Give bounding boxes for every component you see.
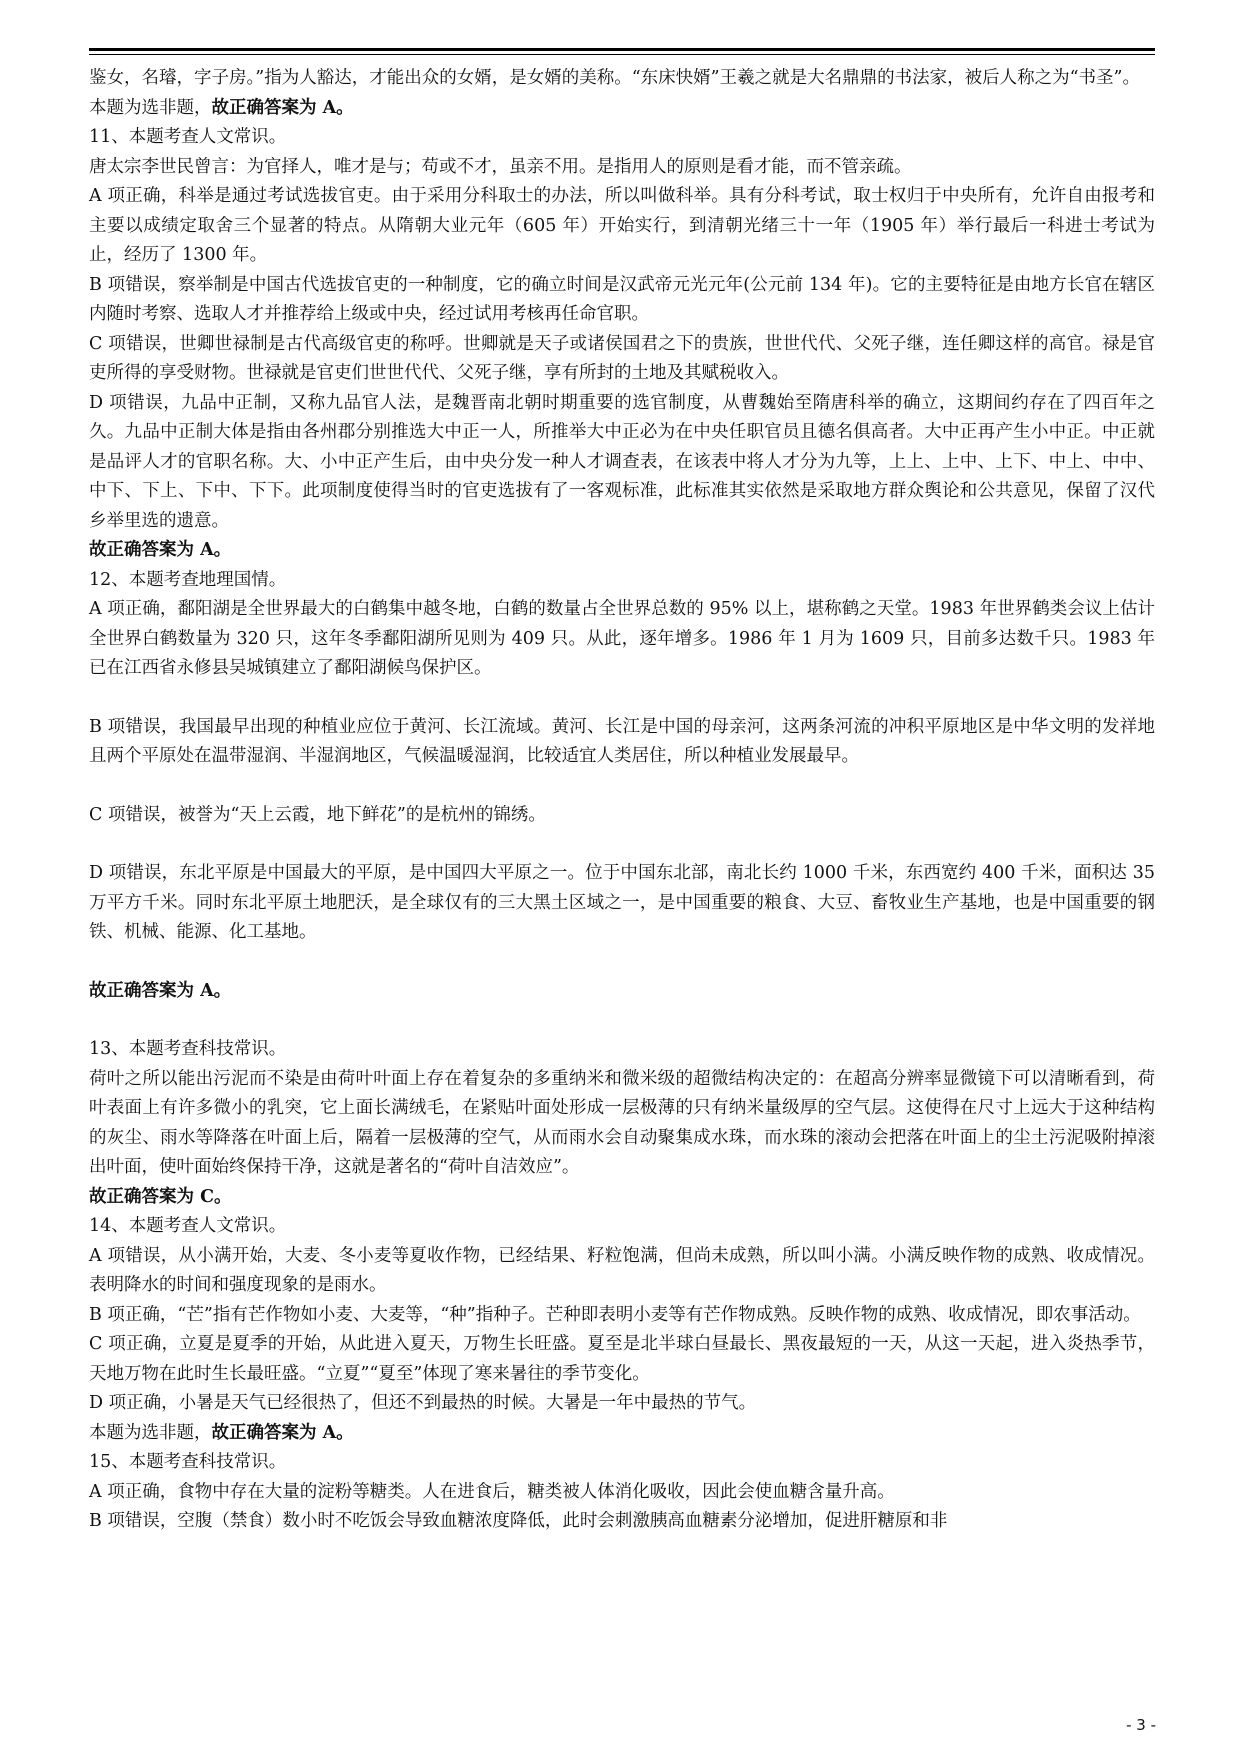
paragraph-text: 本题为选非题， [89, 97, 212, 118]
paragraph-text: C 项错误，世卿世禄制是古代高级官吏的称呼。世卿就是天子或诸侯国君之下的贵族，世世代代、父死子继，连任卿这样的高官。禄是官吏所得的享受财物。世禄就是官吏们世世代代、父死子继，享有所封的土地及其赋税收入。 [89, 333, 1155, 383]
paragraph [89, 389, 1155, 537]
paragraph-text: D 项错误，九品中正制，又称九品官人法，是魏晋南北朝时期重要的选官制度，从曹魏始至隋唐科举的确立，这期间约存在了四百年之久。九品中正制大体是指由各州郡分别推选大中正一人，所推举大中正必为在中央任职官员且德名俱高者。大中正再产生小中正。中正就是品评人才的官职名称。大、小中正产生后，由中央分发一种人才调查表，在该表中将人才分为九等，上上、上中、上下、中上、中中、中下、下上、下中、下下。此项制度使得当时的官吏选拔有了一客观标准，此标准其实依然是采取地方群众舆论和公共意见，保留了汉代乡举里选的遗意。 [89, 392, 1155, 531]
answer-text: 故正确答案为 A。 [89, 540, 232, 560]
paragraph [89, 566, 1155, 596]
paragraph [89, 1448, 1155, 1478]
paragraph-gap [89, 1006, 1155, 1035]
paragraph [89, 1065, 1155, 1183]
paragraph-gap [89, 772, 1155, 801]
paragraph-text: D 项正确，小暑是天气已经很热了，但还不到最热的时候。大暑是一年中最热的节气。 [89, 1393, 757, 1413]
paragraph-text: A 项错误，从小满开始，大麦、冬小麦等夏收作物，已经结果、籽粒饱满，但尚未成熟，所以叫小满。小满反映作物的成熟、收成情况。表明降水的时间和强度现象的是雨水。 [89, 1245, 1155, 1295]
paragraph [89, 64, 1155, 94]
paragraph-text: A 项正确，鄱阳湖是全世界最大的白鹤集中越冬地，白鹤的数量占全世界总数的 95% 以上，堪称鹤之天堂。1983 年世界鹤类会议上估计全世界白鹤数量为 320 只，这年冬季鄱阳湖所见则为 409 只。从此，逐年增多。1986 年 1 月为 1609 只，目前多达数千只。1983 年已在江西省永修县吴城镇建立了鄱阳湖候鸟保护区。 [89, 599, 1155, 678]
paragraph [89, 1330, 1155, 1389]
paragraph [89, 123, 1155, 153]
paragraph-text: A 项正确，食物中存在大量的淀粉等糖类。人在进食后，糖类被人体消化吸收，因此会使血糖含量升高。 [89, 1481, 895, 1502]
paragraph-gap [89, 948, 1155, 977]
paragraph-text: D 项错误，东北平原是中国最大的平原，是中国四大平原之一。位于中国东北部，南北长约 1000 千米，东西宽约 400 千米，面积达 35 万平方千米。同时东北平原土地肥沃，是全球仅有的三大黑土区域之一，是中国重要的粮食、大豆、畜牧业生产基地，也是中国重要的钢铁、机械、能源、化工基地。 [89, 863, 1155, 942]
answer-text: 故正确答案为 A。 [211, 97, 354, 118]
paragraph-text: B 项错误，察举制是中国古代选拔官吏的一种制度，它的确立时间是汉武帝元光元年(公元前 134 年)。它的主要特征是由地方长官在辖区内随时考察、选取人才并推荐给上级或中央，经过试用考核再任命官职。 [89, 274, 1155, 324]
paragraph [89, 182, 1155, 271]
paragraph [89, 713, 1155, 772]
paragraph-text: C 项正确，立夏是夏季的开始，从此进入夏天，万物生长旺盛。夏至是北半球白昼最长、黑夜最短的一天，从这一天起，进入炎热季节，天地万物在此时生长最旺盛。“立夏”“夏至”体现了寒来暑往的季节变化。 [89, 1334, 1155, 1384]
paragraph [89, 801, 1155, 831]
header-rule-thin [89, 54, 1155, 55]
paragraph [89, 859, 1155, 948]
paragraph [89, 1507, 1155, 1537]
header-rule-thick [89, 48, 1155, 51]
page-number: - 3 - [1126, 1716, 1156, 1734]
paragraph [89, 1242, 1155, 1301]
paragraph-text: B 项错误，空腹（禁食）数小时不吃饭会导致血糖浓度降低，此时会刺激胰高血糖素分泌增加，促进肝糖原和非 [89, 1511, 948, 1531]
paragraph-text: 本题为选非题， [89, 1422, 212, 1443]
paragraph [89, 536, 1155, 566]
paragraph-text: 13、本题考查科技常识。 [89, 1039, 287, 1059]
paragraph [89, 595, 1155, 684]
paragraph [89, 1035, 1155, 1065]
paragraph-text: 唐太宗李世民曾言：为官择人，唯才是与；苟或不才，虽亲不用。是指用人的原则是看才能，而不管亲疏。 [89, 156, 912, 177]
paragraph-text: C 项错误，被誉为“天上云霞，地下鲜花”的是杭州的锦绣。 [89, 804, 546, 825]
paragraph [89, 1183, 1155, 1213]
paragraph-gap [89, 830, 1155, 859]
document-body [89, 64, 1155, 1537]
paragraph [89, 977, 1155, 1007]
paragraph-gap [89, 684, 1155, 713]
paragraph [89, 1478, 1155, 1508]
paragraph [89, 1301, 1155, 1331]
paragraph-text: 11、本题考查人文常识。 [89, 127, 287, 147]
paragraph-text: B 项正确，“芒”指有芒作物如小麦、大麦等，“种”指种子。芒种即表明小麦等有芒作物成熟。反映作物的成熟、收成情况，即农事活动。 [89, 1304, 1141, 1325]
answer-text: 故正确答案为 C。 [89, 1186, 232, 1207]
paragraph-text: A 项正确，科举是通过考试选拔官吏。由于采用分科取士的办法，所以叫做科举。具有分科考试，取士权归于中央所有，允许自由报考和主要以成绩定取舍三个显著的特点。从隋朝大业元年（605 年）开始实行，到清朝光绪三十一年（1905 年）举行最后一科进士考试为止，经历了 1300 年。 [89, 186, 1155, 265]
answer-text: 故正确答案为 A。 [211, 1422, 354, 1443]
paragraph-text: 14、本题考查人文常识。 [89, 1216, 287, 1236]
answer-text: 故正确答案为 A。 [89, 980, 232, 1001]
paragraph [89, 330, 1155, 389]
paragraph-text: 15、本题考查科技常识。 [89, 1452, 287, 1472]
paragraph [89, 94, 1155, 124]
paragraph-text: 荷叶之所以能出污泥而不染是由荷叶叶面上存在着复杂的多重纳米和微米级的超微结构决定的：在超高分辨率显微镜下可以清晰看到，荷叶表面上有许多微小的乳突，它上面长满绒毛，在紧贴叶面处形成一层极薄的只有纳米量级厚的空气层。这使得在尺寸上远大于这种结构的灰尘、雨水等降落在叶面上后，隔着一层极薄的空气，从而雨水会自动聚集成水珠，而水珠的滚动会把落在叶面上的尘土污泥吸附掉滚出叶面，使叶面始终保持干净，这就是著名的“荷叶自洁效应”。 [89, 1068, 1155, 1177]
paragraph-text: 12、本题考查地理国情。 [89, 569, 287, 590]
paragraph [89, 271, 1155, 330]
paragraph [89, 153, 1155, 183]
paragraph [89, 1419, 1155, 1449]
paragraph-text: 鉴女，名璿，字子房。”指为人豁达，才能出众的女婿，是女婿的美称。“东床快婿”王羲之就是大名鼎鼎的书法家，被后人称之为“书圣”。 [89, 68, 1140, 88]
paragraph [89, 1389, 1155, 1419]
paragraph [89, 1212, 1155, 1242]
paragraph-text: B 项错误，我国最早出现的种植业应位于黄河、长江流域。黄河、长江是中国的母亲河，这两条河流的冲积平原地区是中华文明的发祥地且两个平原处在温带湿润、半湿润地区，气候温暖湿润，比较适宜人类居住，所以种植业发展最早。 [89, 716, 1155, 766]
